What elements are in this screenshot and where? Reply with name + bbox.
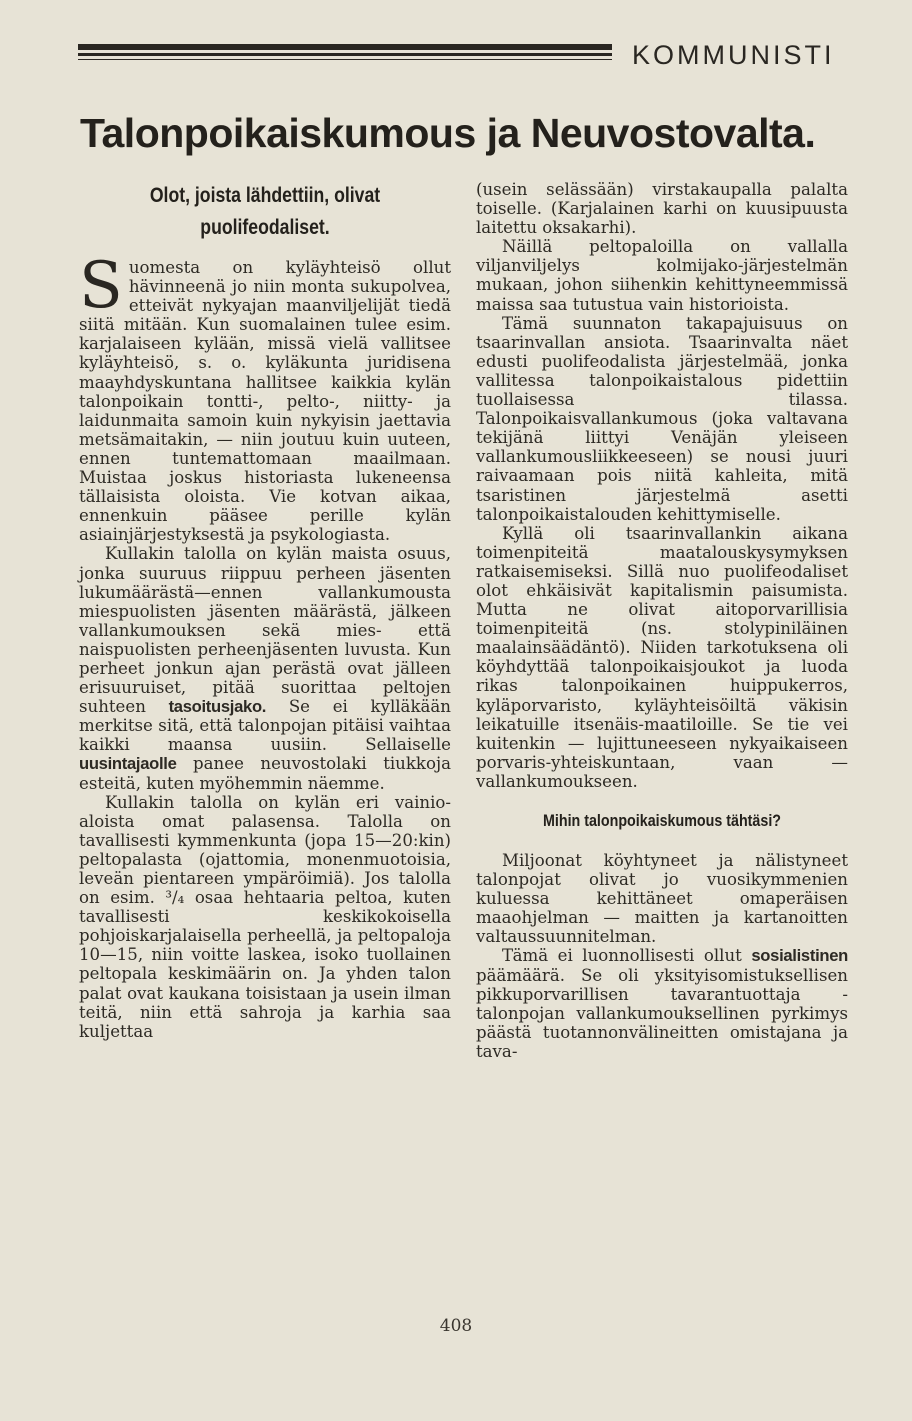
section-heading-2: Mihin talonpoikaiskumous tähtäsi? bbox=[542, 811, 782, 830]
page-number: 408 bbox=[439, 1316, 473, 1336]
header-rule bbox=[78, 44, 612, 66]
paragraph-text: Se ei kylläkään merkitse sitä, että talonpojan pitäisi vaihtaa kaikki maansa uusiin. Sellaiselle bbox=[79, 697, 451, 755]
drop-cap: S bbox=[79, 249, 123, 323]
bold-term-uusintajaolle: uusintajaolle bbox=[79, 754, 177, 774]
running-title: KOMMUNISTI bbox=[632, 40, 835, 70]
left-column bbox=[79, 180, 451, 1041]
paragraph-text: Tämä ei luonnollisesti ollut bbox=[502, 946, 752, 966]
paragraph-field-plots: Kullakin talolla on kylän eri vainio-aloista omat palasensa. Talolla on tavallisesti kymmenkunta (jopa 15—20:kin) peltopalasta (ojattomia, monenmuotoisia, leveän pientareen ympäröimiä). Jos talolla on esim. ³/₄ osaa hehtaaria peltoa, kuten tavallisesti keskikokoisella pohjoiskarjalaisella perheellä, ja peltopaloja 10—15, niin voitte laskea, isoko tuollainen peltopala keskimäärin on. Ja yhden talon palat ovat kaukana toisistaan ja usein ilman teitä, niin että sahroja ja karhia saa kuljettaa bbox=[79, 792, 451, 1041]
bold-term-sosialistinen: sosialistinen bbox=[751, 946, 848, 966]
paragraph-three-field: Näillä peltopaloilla on vallalla viljanviljelys kolmijako-järjestelmän mukaan, johon siihenkin kehittyneemmissä maissa saa tutustua vain historioista. bbox=[476, 237, 848, 314]
bold-term-tasoitusjako: tasoitusjako. bbox=[168, 697, 267, 717]
paragraph-not-socialist bbox=[476, 946, 848, 1061]
paragraph-intro bbox=[79, 249, 451, 545]
header-rule-medium bbox=[78, 53, 612, 56]
paragraph-text: päämäärä. Se oli yksityisomistuksellisen pikkuporvarillisen tavarantuottaja - talonpojan vallankumouksellinen pyrkimys päästä tuotannonvälineitten omistajana ja tava- bbox=[476, 965, 848, 1061]
header-rule-thin bbox=[78, 59, 612, 60]
paragraph-stolypin: Kyllä oli tsaarinvallankin aikana toimenpiteitä maatalouskysymyksen ratkaisemiseksi. Sillä nuo puolifeodaliset olot ehkäisivät kapitalismin paisumista. Mutta ne olivat aitoporvarillisia toimenpiteitä (ns. stolypiniläinen maalainsäädäntö). Niiden tarkotuksena oli köyhdyttää talonpoikaisjoukot ja luoda rikas talonpoikainen huippukerros, kyläporvaristo, kyläyhteisöiltä väkisin leikatuille itsenäis-maatiloille. Se tie vei kuitenkin — lujittuneeseen nykyaikaiseen porvaris-yhteiskuntaan, vaan —vallankumoukseen. bbox=[476, 523, 848, 791]
paragraph-land-share bbox=[79, 544, 451, 792]
article-title: Talonpoikaiskumous ja Neuvostovalta. bbox=[80, 110, 816, 156]
paragraph-text: Kullakin talolla on kylän maista osuus, jonka suuruus riippuu perheen jäsenten lukumäärästä—ennen vallankumousta miespuolisten jäsenten määrästä, jälkeen vallankumouksen sekä mies- että naispuolisten perheenjäsenten luvusta. Kun perheet jonkun ajan perästä ovat jälleen erisuuruiset, pitää suorittaa peltojen suhteen bbox=[79, 544, 451, 717]
header-rule-thick bbox=[78, 44, 612, 50]
right-column bbox=[476, 180, 848, 1061]
paragraph-peasant-program: Miljoonat köyhtyneet ja nälistyneet talonpojat olivat jo vuosikymmenien kuluessa kehittäneet omaperäisen maaohjelman — maitten ja kartanoitten valtaussuunnitelman. bbox=[476, 851, 848, 947]
paragraph-intro-text: uomesta on kyläyhteisö ollut hävinneenä jo niin monta sukupolvea, etteivät nykyajan maanviljelijät tiedä siitä mitään. Kun suomalainen tulee esim. karjalaiseen kylään, missä vielä vallitsee kyläyhteisö, s. o. kyläkunta juridisena maayhdyskuntana hallitsee kaikkia kylän talonpoikain tontti-, pelto-, niitty- ja laidunmaita samoin kuin nykyisin jaettavia metsämaitakin, — niin joutuu kuin uuteen, ennen tuntemattomaan maailmaan. Muistaa joskus historiasta lukeneensa tällaisista oloista. Vie kotvan aikaa, ennenkuin pääsee perille kylän asiainjärjestyksestä ja psykologiasta. bbox=[79, 258, 451, 545]
section-heading-1: Olot, joista lähdettiin, olivat puolifeodaliset. bbox=[149, 184, 381, 239]
paragraph-tsarist-rule: Tämä suunnaton takapajuisuus on tsaarinvallan ansiota. Tsaarinvalta näet edusti puolifeodalista järjestelmää, jonka vallitessa talonpoikaistalous pidettiin tuollaisessa tilassa. Talonpoikaisvallankumous (joka valtavana tekijänä liittyi Venäjän yleiseen vallankumousliikkeeseen) se nousi juuri raivaamaan pois niitä kahleita, mitä tsaristinen järjestelmä asetti talonpoikaistalouden kehittymiselle. bbox=[476, 313, 848, 524]
paragraph-continued: (usein selässään) virstakaupalla palalta toiselle. (Karjalainen karhi on kuusipuusta laitettu oksakarhi). bbox=[476, 180, 848, 238]
paragraph-text: panee neuvostolaki tiukkoja esteitä, kuten myöhemmin näemme. bbox=[79, 754, 451, 793]
